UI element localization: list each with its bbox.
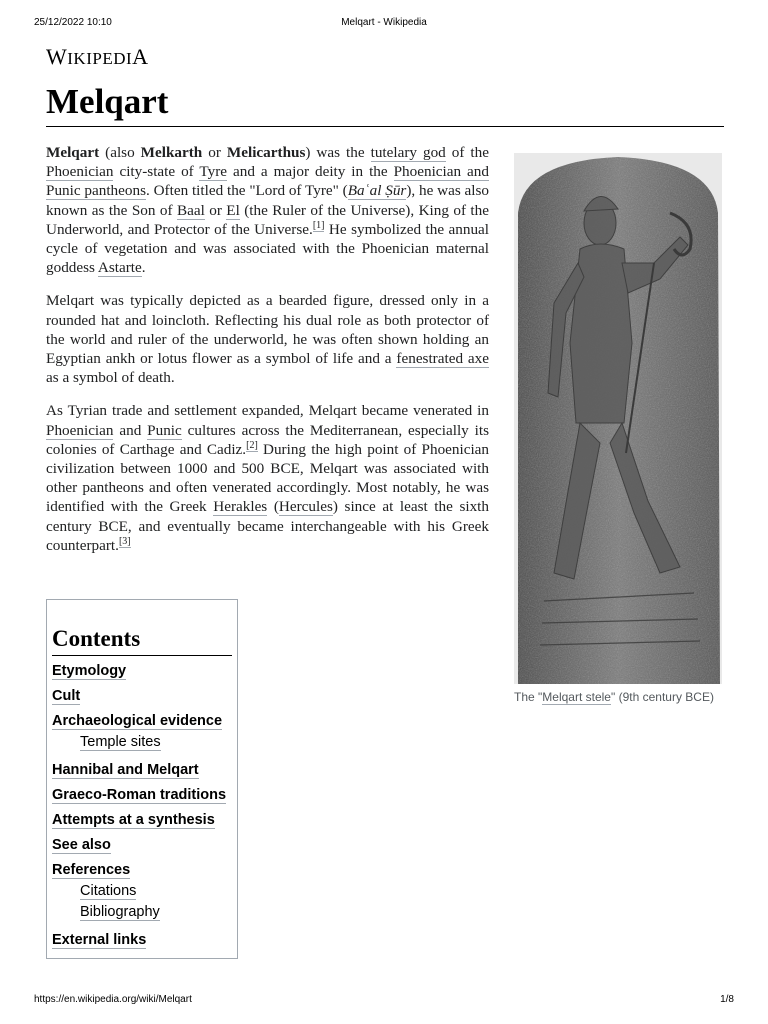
wikipedia-wordmark[interactable] [46,44,149,70]
text: During the high point of Phoenician civilization between 1000 and 500 BCE, Melqart was associated with other pantheons and often venerated accordingly. Most notably, he was identified with the Greek [46,440,490,516]
wordmark-w: W [46,44,68,69]
text: ) was the [305,144,371,161]
wordmark-a: A [132,44,149,69]
print-url: https://en.wikipedia.org/wiki/Melqart [34,994,192,1005]
link-herakles[interactable]: Herakles [213,498,268,516]
toc-label: Cult [52,688,81,704]
toc-item-etymology[interactable] [52,662,232,681]
print-page-number: 1/8 [720,994,734,1005]
text: and [113,421,148,439]
text: ), he was also known as the Son of [46,182,489,219]
figure-caption [514,688,722,706]
ref-3[interactable] [119,536,131,548]
text: He symbolized the annual cycle of vegetation and was associated with the Phoenician maternal goddess [46,220,490,277]
text: . Often titled the "Lord of Tyre" ( [145,182,348,200]
print-doc-title: Melqart - Wikipedia [341,17,427,28]
ref-1[interactable] [313,220,325,232]
toc-label: Etymology [52,663,127,679]
text: cultures across the Mediterranean, especially its colonies of Carthage and Cadiz. [46,421,489,458]
link-tyre[interactable]: Tyre [199,163,228,181]
text: As Tyrian trade and settlement expanded, Melqart became venerated in [46,402,489,420]
paragraph-intro [46,143,489,277]
print-datetime: 25/12/2022 10:10 [34,17,112,28]
toc-item-bibliography[interactable] [52,903,232,922]
toc-label: Hannibal and Melqart [52,762,199,778]
melqart-stele-image[interactable] [514,153,722,684]
link-fenestrated-axe[interactable]: fenestrated axe [396,350,489,368]
toc-item-temple-sites[interactable] [52,733,232,752]
toc-label: Temple sites [80,734,161,750]
toc-item-see-also[interactable] [52,836,232,855]
toc-item-archaeological-evidence[interactable] [52,712,232,731]
text: ) since at least the sixth century BCE, and eventually became interchangeable with his Greek counterpart. [46,498,489,554]
page-title: Melqart [46,82,169,121]
text: of the [445,144,489,161]
bold-term: Melqart [46,144,100,161]
title-divider [46,126,724,127]
toc-label: Bibliography [80,904,160,920]
link-pantheons[interactable]: Phoenician and Punic pantheons [46,163,489,200]
link-astarte[interactable]: Astarte [97,259,142,277]
text: or [202,144,227,161]
caption-text: " (9th century BCE) [610,690,714,704]
toc-label: External links [52,932,147,948]
text: . [141,259,146,277]
toc-label: Citations [80,883,137,899]
paragraph-depiction [46,291,489,387]
link-phoenician-2[interactable]: Phoenician [46,421,114,439]
toc-list [52,662,232,950]
link-el[interactable]: El [226,201,240,219]
text: city-state of [113,163,200,181]
paragraph-expansion [46,401,489,555]
toc-item-hannibal-and-melqart[interactable] [52,761,232,780]
toc-item-citations[interactable] [52,882,232,901]
text: Melqart was typically depicted as a bearded figure, dressed only in a rounded hat and loincloth. Reflecting his dual role as both protector of the world and ruler of the underworld, he was often shown holding an Egyptian ankh or lotus flower as a symbol of life and a [46,292,489,368]
toc-label: Archaeological evidence [52,713,223,729]
text: and a major deity in the [227,163,394,181]
article-body [46,143,489,569]
toc-label: Graeco-Roman traditions [52,787,227,803]
ref-1-link[interactable]: [1] [312,219,325,231]
link-tutelary-god[interactable]: tutelary god [370,144,446,161]
print-header [34,17,734,31]
toc-label: References [52,862,131,878]
link-baal[interactable]: Baal [176,201,205,219]
toc-item-graeco-roman-traditions[interactable] [52,786,232,805]
ref-2-link[interactable]: [2] [246,439,258,451]
toc-item-cult[interactable] [52,687,232,706]
text: as a symbol of death. [46,369,175,387]
caption-text: The " [514,690,543,704]
ref-3-link[interactable]: [3] [118,535,131,547]
toc-label: See also [52,837,111,853]
text: ( [267,498,279,516]
table-of-contents [46,599,238,959]
text: (also [99,144,141,161]
link-melqart-stele[interactable]: Melqart stele [542,690,611,704]
wordmark-middle: IKIPEDI [67,49,133,68]
link-punic[interactable]: Punic [147,421,182,439]
toc-item-attempts-at-a-synthesis[interactable] [52,811,232,830]
bold-term: Melkarth [140,144,203,161]
infobox-figure [514,153,722,706]
link-phoenician[interactable]: Phoenician [46,163,114,181]
toc-title: Contents [52,626,232,656]
bold-term: Melicarthus [226,144,306,161]
toc-label: Attempts at a synthesis [52,812,215,828]
print-footer [34,994,734,1008]
ref-2[interactable] [246,440,258,452]
toc-item-external-links[interactable] [52,931,232,950]
link-hercules[interactable]: Hercules [278,498,333,516]
text: or [204,201,227,219]
toc-item-references[interactable] [52,861,232,880]
text: (the Ruler of the Universe), King of the Underworld, and Protector of the Universe. [46,201,489,238]
link-baal-sur[interactable]: Baʿal Ṣūr [347,182,407,200]
